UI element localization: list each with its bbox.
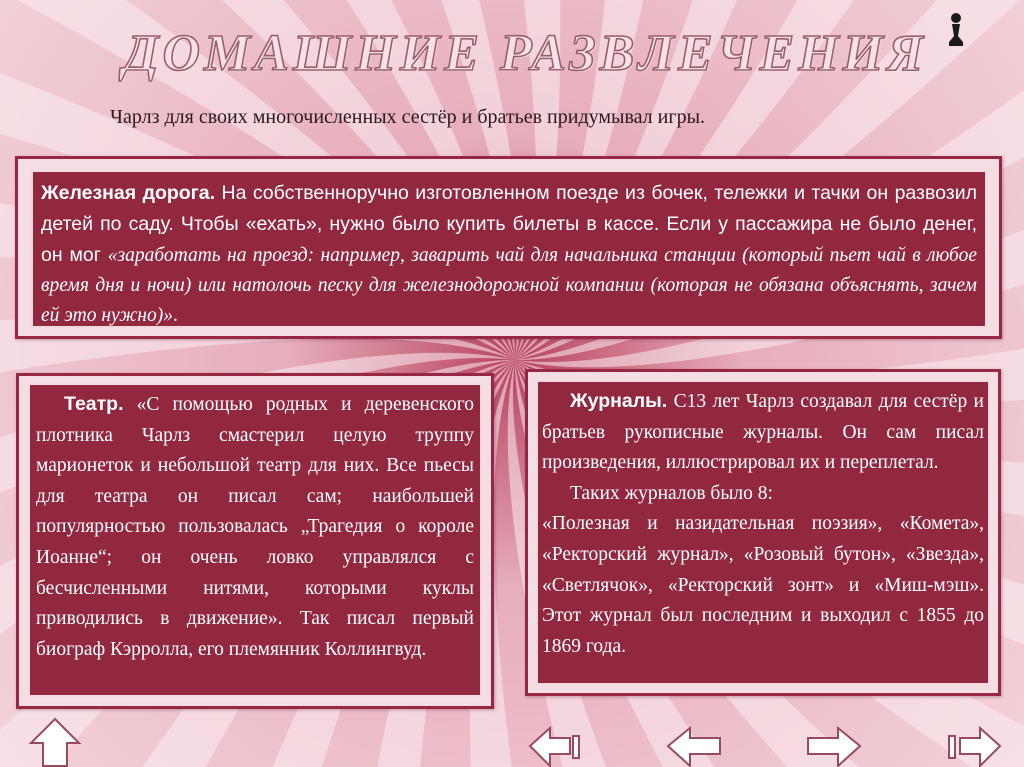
back-arrow-icon[interactable] (528, 726, 582, 767)
theatre-heading: Театр. (64, 393, 124, 415)
journals-count: Таких журналов было 8: (570, 482, 773, 504)
home-up-arrow-icon[interactable] (28, 716, 82, 767)
journals-body: С13 лет Чарлз создавал для сестёр и братьев рукописные журналы. Он сам писал произведения, иллюстрировал их и переплетал. (542, 391, 984, 474)
railway-quote: «заработать на проезд: например, заварить чай для начальника станции (который пьет чай в любое время дня и ночи) или натолочь песку для железнодорожной компании (которая не обязана объяснять, зачем ей это нужно)» (41, 245, 977, 326)
next-arrow-icon[interactable] (806, 726, 862, 767)
prev-arrow-icon[interactable] (666, 726, 722, 767)
end-arrow-icon[interactable] (946, 726, 1002, 767)
theatre-text (36, 389, 474, 665)
railway-heading: Железная дорога. (41, 182, 216, 204)
railway-end: . (172, 305, 178, 326)
journals-panel (536, 380, 990, 685)
journals-text (542, 386, 984, 479)
railway-text (41, 178, 977, 331)
railway-body: На собственноручно изготовленном поезде из бочек, тележки и тачки он развозил детей по саду. Чтобы «ехать», нужно было купить билеты в кассе. Если у пассажира не было денег, он мог (41, 182, 977, 266)
page-title: ДОМАШНИЕ РАЗВЛЕЧЕНИЯ (122, 25, 928, 82)
subtitle: Чарлз для своих многочисленных сестёр и братьев придумывал игры. (110, 106, 705, 128)
railway-panel (31, 170, 987, 328)
journals-list: «Полезная и назидательная поэзия», «Комета», «Ректорский журнал», «Розовый бутон», «Звезда», «Светлячок», «Ректорский зонт» и «Миш-мэш». Этот журнал был последним и выходил с 1855 до 1869 года. (542, 513, 984, 657)
theatre-body: «С помощью родных и деревенского плотника Чарлз смастерил целую труппу марионеток и небольшой театр для них. Все пьесы для театра он писал сам; наибольшей популярностью пользовалась „Трагедия о короле Иоанне“; он очень ловко управлялся с бесчисленными нитями, которыми куклы приводились в движение». Так писал первый биограф Кэрролла, его племянник Коллингвуд. (36, 394, 474, 660)
chess-pawn-icon (945, 12, 967, 48)
theatre-panel (28, 383, 482, 697)
journals-heading: Журналы. (570, 390, 668, 412)
